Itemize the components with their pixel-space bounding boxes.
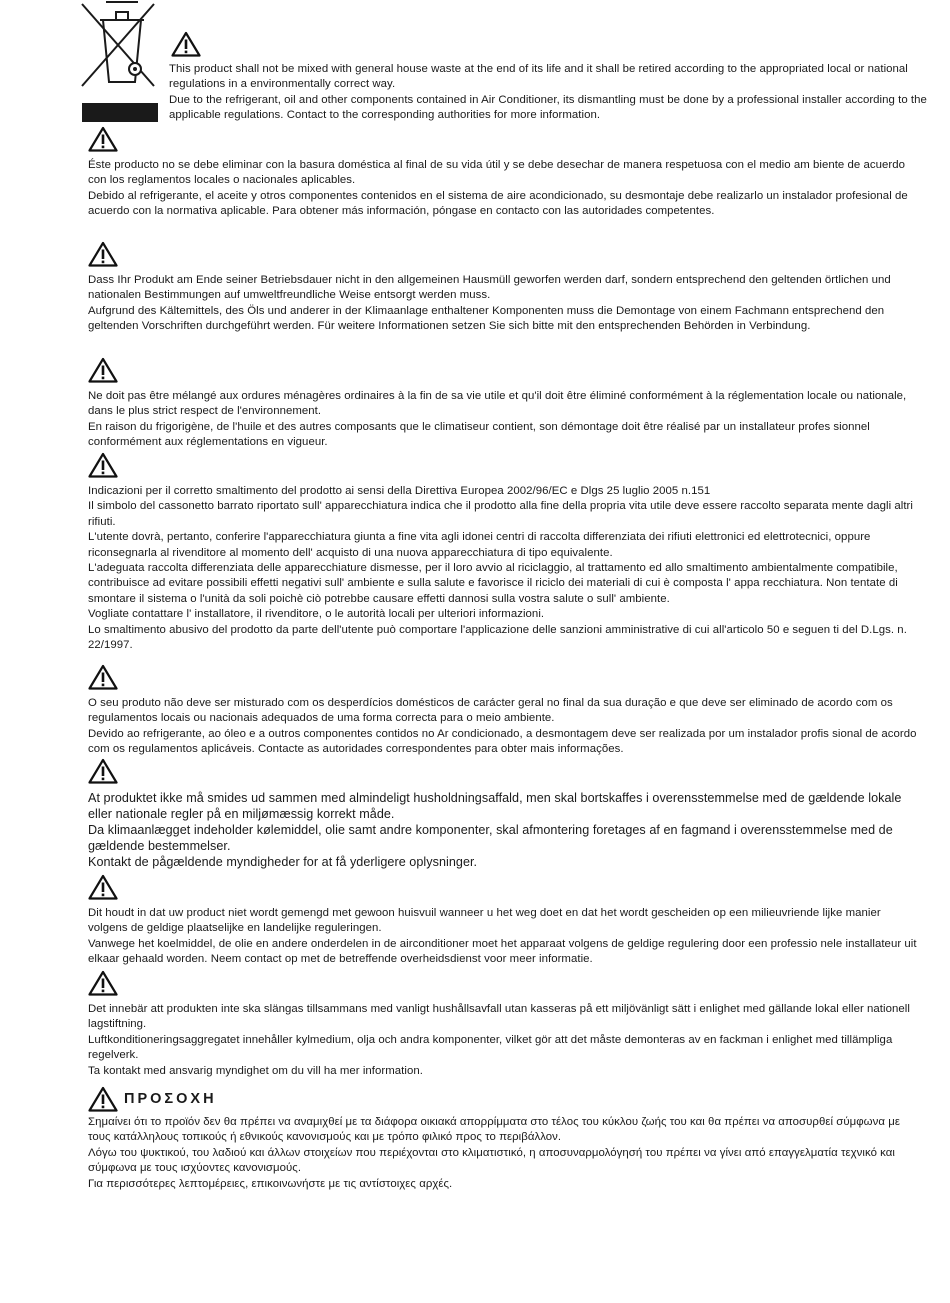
paragraph: En raison du frigorigène, de l'huile et des autres composants que le climatiseur contient, son démontage doit être réalisé par un installateur profes sionnel conformément aux réglementations en vigueur.: [88, 420, 870, 449]
paragraph: L'adeguata raccolta differenziata delle apparecchiature dismesse, per il loro avvio al riciclaggio, al trattamento ed allo smaltimento ambientalmente compatibile, contribuisce ad evitare possibili effetti negativi sull' ambiente e sulla salute e favorisce il riciclo dei materiali di cui è composta l' appa recchiatura. Non tentate di smontare il sistema o l'unità da soli poichè ciò potrebbe causare effetti dannosi sulla vostra salute o sull' ambiente.: [88, 562, 898, 605]
greek-warning-title: ΠΡΟΣΟΧΗ: [124, 1091, 217, 1107]
paragraph: Indicazioni per il corretto smaltimento del prodotto ai sensi della Direttiva Europea 2002/96/EC e Dlgs 25 luglio 2005 n.151: [88, 485, 711, 497]
paragraph: Για περισσότερες λεπτομέρειες, επικοινωνήστε με τις αντίστοιχες αρχές.: [88, 1177, 453, 1190]
paragraph: Éste producto no se debe eliminar con la basura doméstica al final de su vida útil y se debe desechar de manera respetuosa con el medio am biente de acuerdo con los reglamentos locales o nacionales aplicables.: [88, 159, 906, 187]
section-es: [88, 126, 920, 220]
paragraph: This product shall not be mixed with general house waste at the end of its life and it shall be retired according to the appropriated local or national regulations in a environmentally correct way.: [169, 63, 908, 91]
paragraph: Luftkonditioneringsaggregatet innehåller kylmedium, olja och andra komponenter, vilket gör att det måste demonteras av en fackman i enlighet med tillämpliga regelverk.: [88, 1033, 893, 1062]
paragraph: Kontakt de pågældende myndigheder for at få yderligere oplysninger.: [88, 855, 478, 870]
paragraph: At produktet ikke må smides ud sammen med almindeligt husholdningsaffald, men skal bortskaffes i overensstemmelse med de gældende lokale eller nationale regler på en miljømæssig korrekt måde.: [88, 791, 902, 822]
section-nl: [88, 874, 920, 968]
paragraph: Det innebär att produkten inte ska slängas tillsammans med vanligt hushållsavfall utan kasseras på ett miljövänligt sätt i enlighet med gällande lokal eller nationell lagstiftning.: [88, 1003, 910, 1031]
paragraph: L'utente dovrà, pertanto, conferire l'apparecchiatura giunta a fine vita agli idonei centri di raccolta differenziata dei rifiuti elettronici ed elettrotecnici, oppure riconsegnarla al rivenditore al momento dell' acquisto di una nuova apparecchiatura di tipo equivalente.: [88, 531, 871, 559]
paragraph: Lo smaltimento abusivo del prodotto da parte dell'utente può comportare l'applicazione delle sanzioni amministrative di cui all'articolo 50 e seguen ti del D.Lgs. n. 22/1997.: [88, 623, 907, 652]
paragraph: Aufgrund des Kältemittels, des Öls und anderer in der Klimaanlage enthaltener Komponenten muss die Demontage von einem Fachmann entsprechend den geltenden Vorschriften durchgeführt werden. Für weitere Informationen setzen Sie sich bitte mit den entsprechenden Behörden in Verbindung.: [88, 304, 885, 333]
paragraph: Devido ao refrigerante, ao óleo e a outros componentes contidos no Ar condicionado, a desmontagem deve ser realizada por um instalador profis sional de acordo com os regulamentos aplicáveis. Contacte as autoridades correspondentes para obter mais informações.: [88, 727, 917, 756]
warning-icon: [88, 664, 118, 690]
section-it: [88, 452, 920, 653]
warning-icon: [88, 126, 118, 152]
paragraph: Debido al refrigerante, el aceite y otros componentes contenidos en el sistema de aire acondicionado, su desmontaje debe realizarlo un instalador profesional de acuerdo con la normativa aplicable. Para obtener más información, póngase en contacto con las autoridades competentes.: [88, 189, 908, 218]
warning-icon: [88, 241, 118, 267]
paragraph: Ne doit pas être mélangé aux ordures ménagères ordinaires à la fin de sa vie utile et qu'il doit être éliminé conformément à la réglementation locale ou nationale, dans le plus strict respect de l'environnement.: [88, 390, 907, 418]
weee-bin-icon: [78, 0, 160, 122]
paragraph: Σημαίνει ότι το προϊόν δεν θα πρέπει να αναμιχθεί με τα διάφορα οικιακά απορρίμματα στο τέλος του κύκλου ζωής του και θα πρέπει να αποσυρθεί σύμφωνα με τους κατάλληλους τοπικούς ή εθνικούς κανονισμούς και με τρόπο φιλικό προς το περιβάλλον.: [88, 1116, 900, 1144]
paragraph: Da klimaanlægget indeholder kølemiddel, olie samt andre komponenter, skal afmontering foretages af en fagmand i overensstemmelse med de gældende bestemmelser.: [88, 823, 893, 854]
warning-icon: [88, 758, 118, 784]
warning-icon: [88, 357, 118, 383]
paragraph: Dit houdt in dat uw product niet wordt gemengd met gewoon huisvuil wanneer u het weg doet en dat het wordt gescheiden op een milieuvriende lijke manier volgens de geldige plaatselijke en landelijke reguleringen.: [88, 907, 881, 935]
section-da: [88, 758, 920, 870]
warning-icon: [88, 874, 118, 900]
paragraph: O seu produto não deve ser misturado com os desperdícios domésticos de carácter geral no final da sua duração e que deve ser eliminado de acordo com os regulamentos locais ou nacionais adequados de uma forma correcta para o meio ambiente.: [88, 697, 893, 725]
paragraph: Il simbolo del cassonetto barrato riportato sull' apparecchiatura indica che il prodotto alla fine della propria vita utile deve essere raccolto separata mente dagli altri rifiuti.: [88, 500, 913, 528]
section-de: [88, 241, 920, 335]
paragraph: Ta kontakt med ansvarig myndighet om du vill ha mer information.: [88, 1064, 423, 1077]
section-sv: [88, 970, 920, 1079]
warning-icon: [88, 1086, 118, 1112]
paragraph: Dass Ihr Produkt am Ende seiner Betriebsdauer nicht in den allgemeinen Hausmüll geworfen werden darf, sondern entsprechend den geltenden örtlichen und nationalen Bestimmungen auf umweltfreundliche Weise entsorgt werden muss.: [88, 274, 891, 302]
paragraph: Λόγω του ψυκτικού, του λαδιού και άλλων στοιχείων που περιέχονται στο κλιματιστικό, η αποσυναρμολόγησή του πρέπει να γίνει από επαγγελματία τεχνικό και σύμφωνα με τους ισχύοντες κανονισμούς.: [88, 1146, 895, 1175]
warning-icon: [88, 970, 118, 996]
paragraph: Due to the refrigerant, oil and other components contained in Air Conditioner, its dismantling must be done by a professional installer according to the applicable regulations. Contact to the corresponding authorities for more information.: [169, 93, 927, 122]
paragraph: Vanwege het koelmiddel, de olie en andere onderdelen in de airconditioner moet het apparaat volgens de geldige regulering door een professio nele installateur uit elkaar gehaald worden. Neem contact op met de betreffende overheidsdienst voor meer informatie.: [88, 937, 917, 966]
section-en: [169, 30, 929, 124]
section-pt: [88, 664, 920, 758]
section-fr: [88, 357, 920, 451]
paragraph: Vogliate contattare l' installatore, il rivenditore, o le autorità locali per ulteriori informazioni.: [88, 608, 545, 621]
section-el: [88, 1086, 920, 1192]
warning-icon: [88, 452, 118, 478]
